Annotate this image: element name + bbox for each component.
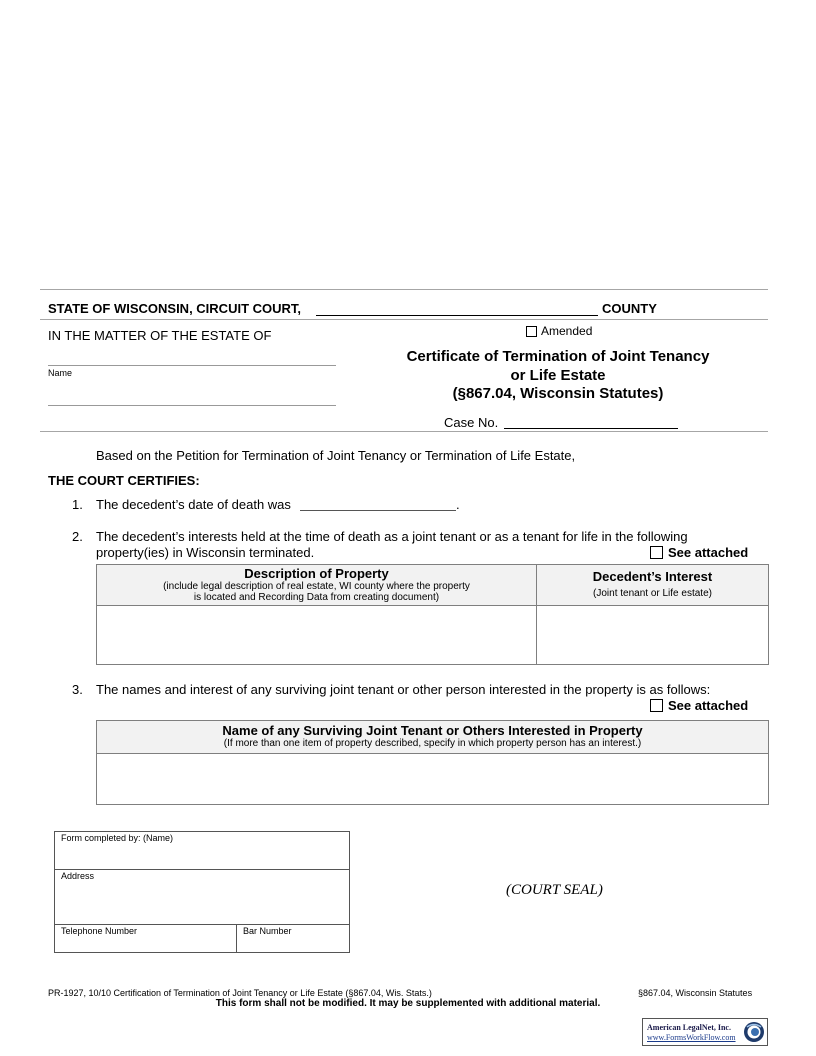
bar-number-box[interactable] — [236, 924, 350, 953]
decedent-name-field-2[interactable] — [48, 405, 336, 406]
item2-text-line2: property(ies) in Wisconsin terminated. — [96, 545, 315, 560]
header-bottom-rule — [40, 431, 768, 432]
see-attached-checkbox-2[interactable] — [650, 699, 663, 712]
amended-checkbox[interactable] — [526, 326, 537, 337]
item2-text-line1: The decedent’s interests held at the time of death as a joint tenant or as a tenant for life in the following — [96, 529, 688, 544]
property-description-sub1: (include legal description of real estate, WI county where the property — [163, 581, 470, 592]
completed-by-label: Form completed by: (Name) — [61, 833, 174, 843]
form-title-line1: Certificate of Termination of Joint Tenancy — [406, 348, 710, 365]
decedent-interest-header — [537, 565, 769, 606]
case-no-label: Case No. — [444, 415, 499, 430]
form-title-line3: (§867.04, Wisconsin Statutes) — [452, 385, 664, 402]
address-box[interactable] — [54, 869, 350, 925]
header-top-rule — [40, 289, 768, 290]
property-description-sub2: is located and Recording Data from creating document) — [193, 592, 440, 603]
form-title-line2: or Life Estate — [510, 367, 606, 384]
circuit-court-county-field[interactable] — [316, 315, 598, 316]
estate-matter-label: IN THE MATTER OF THE ESTATE OF — [48, 328, 272, 343]
court-certifies-heading: THE COURT CERTIFIES: — [48, 473, 200, 488]
surviving-tenant-cell[interactable] — [97, 754, 769, 805]
see-attached-label-2: See attached — [668, 698, 749, 713]
item2-number: 2. — [72, 529, 83, 544]
logo-globe-icon — [743, 1021, 765, 1043]
see-attached-label-1: See attached — [668, 545, 749, 560]
logo-line1: American LegalNet, Inc. — [647, 1023, 731, 1032]
property-description-title: Description of Property — [244, 566, 389, 581]
court-seal-label: (COURT SEAL) — [506, 882, 603, 898]
surviving-tenant-header — [97, 721, 769, 754]
address-label: Address — [61, 871, 95, 881]
decedent-interest-title: Decedent’s Interest — [592, 569, 713, 584]
telephone-box[interactable] — [54, 924, 237, 953]
property-description-header — [97, 565, 537, 606]
state-court-label: STATE OF WISCONSIN, CIRCUIT COURT, — [48, 301, 302, 316]
date-of-death-field[interactable] — [300, 510, 456, 511]
logo-line2: www.FormsWorkFlow.com — [647, 1033, 736, 1042]
item1-text: The decedent’s date of death was — [96, 497, 291, 512]
case-number-field[interactable] — [504, 428, 678, 429]
header-middle-rule — [40, 319, 768, 320]
surviving-tenant-sub: (If more than one item of property described, specify in which property person has an interest.) — [223, 738, 642, 749]
property-description-cell[interactable] — [97, 606, 537, 665]
decedent-interest-cell[interactable] — [537, 606, 769, 665]
item1-period: . — [456, 497, 460, 512]
telephone-label: Telephone Number — [61, 926, 138, 936]
bar-number-label: Bar Number — [243, 926, 292, 936]
amended-label: Amended — [541, 324, 593, 338]
form-completed-by-box[interactable] — [54, 831, 350, 870]
footer-form-id: PR-1927, 10/10 Certification of Termination of Joint Tenancy or Life Estate (§867.04, Wis. Stats.) — [48, 988, 432, 998]
item3-number: 3. — [72, 682, 83, 697]
property-table — [96, 564, 769, 665]
name-label: Name — [48, 368, 73, 378]
item3-text: The names and interest of any surviving joint tenant or other person interested in the property is as follows: — [96, 682, 711, 697]
american-legalnet-logo[interactable] — [642, 1018, 768, 1046]
decedent-name-field[interactable] — [48, 365, 336, 366]
surviving-tenant-title: Name of any Surviving Joint Tenant or Others Interested in Property — [222, 723, 643, 738]
item1-number: 1. — [72, 497, 83, 512]
footer-statute: §867.04, Wisconsin Statutes — [638, 988, 753, 998]
decedent-interest-sub: (Joint tenant or Life estate) — [593, 588, 712, 599]
intro-text: Based on the Petition for Termination of Joint Tenancy or Termination of Life Estate, — [96, 448, 576, 463]
county-label: COUNTY — [602, 301, 657, 316]
see-attached-checkbox-1[interactable] — [650, 546, 663, 559]
surviving-tenant-table — [96, 720, 769, 805]
footer-notice: This form shall not be modified. It may be supplemented with additional material. — [215, 998, 601, 1009]
